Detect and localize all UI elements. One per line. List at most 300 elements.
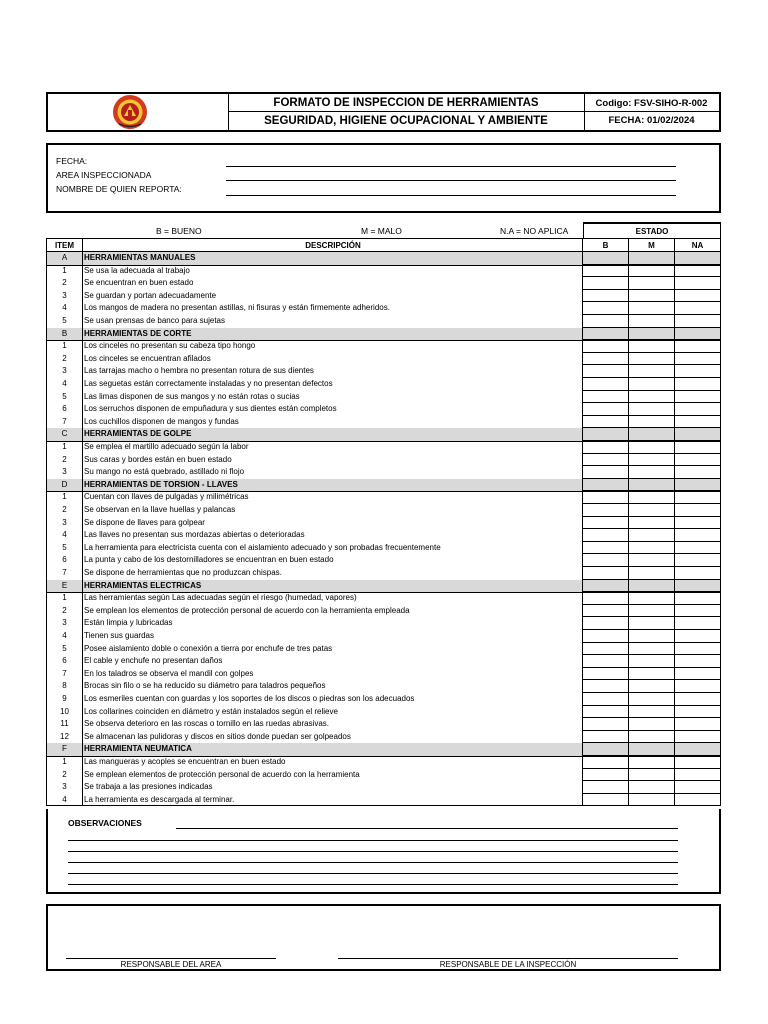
item-cell: 6 — [46, 655, 83, 668]
item-cell: 2 — [46, 353, 83, 366]
description-cell: HERRAMIENTA NEUMATICA — [83, 743, 583, 756]
description-cell: Las llaves no presentan sus mordazas abiertas o deterioradas — [83, 529, 583, 542]
description-cell: HERRAMIENTAS DE TORSION - LLAVES — [83, 479, 583, 492]
item-cell: 8 — [46, 680, 83, 693]
check-cell-m[interactable] — [629, 315, 675, 328]
check-cell-b[interactable] — [583, 769, 629, 782]
description-cell: Brocas sin filo o se ha reducido su diámetro para taladros pequeños — [83, 680, 583, 693]
section-row — [46, 252, 721, 266]
item-cell: 10 — [46, 706, 83, 719]
signature-line-inspeccion[interactable] — [338, 958, 678, 959]
check-cell-m[interactable] — [629, 378, 675, 391]
table-row — [46, 403, 721, 417]
description-cell: Las limas disponen de sus mangos y no están rotas o sucias — [83, 391, 583, 404]
description-cell: Los cinceles se encuentran afilados — [83, 353, 583, 366]
table-row — [46, 265, 721, 279]
check-cell-na[interactable] — [675, 554, 721, 567]
check-cell-b[interactable] — [583, 466, 629, 479]
estado-row — [46, 222, 721, 238]
item-cell: 6 — [46, 403, 83, 416]
item-cell: 1 — [46, 340, 83, 353]
m-header: M — [629, 238, 675, 252]
legend-na: N.A = NO APLICA — [500, 226, 569, 236]
check-cell-m[interactable] — [629, 517, 675, 530]
description-cell: HERRAMIENTAS DE CORTE — [83, 328, 583, 341]
check-cell-b[interactable] — [583, 731, 629, 744]
item-cell: F — [46, 743, 83, 756]
check-cell-b[interactable] — [583, 668, 629, 681]
check-cell-na[interactable] — [675, 340, 721, 353]
check-cell-b[interactable] — [583, 277, 629, 290]
check-cell-b[interactable] — [583, 328, 629, 341]
item-cell: 2 — [46, 769, 83, 782]
table-row — [46, 454, 721, 468]
description-cell: Se usan prensas de banco para sujetas — [83, 315, 583, 328]
description-cell: Los mangos de madera no presentan astillas, ni fisuras y están firmemente adheridos. — [83, 302, 583, 315]
check-cell-na[interactable] — [675, 731, 721, 744]
check-cell-b[interactable] — [583, 630, 629, 643]
description-cell: En los taladros se observa el mandil con golpes — [83, 668, 583, 681]
item-cell: 3 — [46, 617, 83, 630]
check-cell-na[interactable] — [675, 416, 721, 429]
item-cell: 5 — [46, 315, 83, 328]
fecha-label: FECHA: — [56, 156, 88, 166]
check-cell-b[interactable] — [583, 403, 629, 416]
table-row — [46, 277, 721, 291]
document-header — [46, 92, 721, 132]
table-row — [46, 794, 721, 808]
description-cell: Se dispone de herramientas que no produzcan chispas. — [83, 567, 583, 580]
check-cell-m[interactable] — [629, 630, 675, 643]
check-cell-na[interactable] — [675, 567, 721, 580]
check-cell-m[interactable] — [629, 340, 675, 353]
check-cell-b[interactable] — [583, 441, 629, 454]
table-row — [46, 517, 721, 531]
table-row — [46, 391, 721, 405]
check-cell-m[interactable] — [629, 302, 675, 315]
check-cell-m[interactable] — [629, 479, 675, 492]
item-cell: 3 — [46, 517, 83, 530]
check-cell-na[interactable] — [675, 580, 721, 593]
check-cell-b[interactable] — [583, 378, 629, 391]
check-cell-na[interactable] — [675, 277, 721, 290]
description-cell: Posee aislamiento doble o conexión a tierra por enchufe de tres patas — [83, 643, 583, 656]
item-cell: 1 — [46, 265, 83, 278]
table-row — [46, 643, 721, 657]
description-cell: La punta y cabo de los destornilladores se encuentran en buen estado — [83, 554, 583, 567]
check-cell-na[interactable] — [675, 706, 721, 719]
item-cell: 2 — [46, 504, 83, 517]
check-cell-na[interactable] — [675, 743, 721, 756]
check-cell-na[interactable] — [675, 403, 721, 416]
item-cell: 11 — [46, 718, 83, 731]
table-row — [46, 504, 721, 518]
logo-cell — [48, 94, 229, 130]
description-cell: La herramienta es descargada al terminar. — [83, 794, 583, 807]
check-cell-b[interactable] — [583, 479, 629, 492]
item-cell: 3 — [46, 365, 83, 378]
item-cell: 3 — [46, 466, 83, 479]
table-row — [46, 781, 721, 795]
check-cell-b[interactable] — [583, 265, 629, 278]
description-cell: Se dispone de llaves para golpear — [83, 517, 583, 530]
check-cell-na[interactable] — [675, 441, 721, 454]
table-row — [46, 756, 721, 770]
table-row — [46, 441, 721, 455]
description-cell: Los esmeriles cuentan con guardas y los soportes de los discos o piedras son los adecuados — [83, 693, 583, 706]
description-cell: Se trabaja a las presiones indicadas — [83, 781, 583, 794]
section-row — [46, 328, 721, 342]
check-cell-m[interactable] — [629, 454, 675, 467]
check-cell-b[interactable] — [583, 391, 629, 404]
check-cell-b[interactable] — [583, 290, 629, 303]
na-header: NA — [675, 238, 721, 252]
check-cell-b[interactable] — [583, 781, 629, 794]
table-row — [46, 315, 721, 329]
check-cell-m[interactable] — [629, 365, 675, 378]
document-code: Codigo: FSV-SIHO-R-002 — [584, 94, 719, 112]
description-cell: HERRAMIENTAS MANUALES — [83, 252, 583, 265]
check-cell-b[interactable] — [583, 542, 629, 555]
check-cell-b[interactable] — [583, 643, 629, 656]
item-cell: 5 — [46, 542, 83, 555]
check-cell-na[interactable] — [675, 252, 721, 265]
check-cell-na[interactable] — [675, 466, 721, 479]
check-cell-m[interactable] — [629, 328, 675, 341]
check-cell-na[interactable] — [675, 302, 721, 315]
check-cell-b[interactable] — [583, 580, 629, 593]
table-row — [46, 378, 721, 392]
table-row — [46, 340, 721, 354]
check-cell-b[interactable] — [583, 504, 629, 517]
description-header: DESCRIPCIÓN — [83, 238, 583, 252]
check-cell-m[interactable] — [629, 769, 675, 782]
description-cell: El cable y enchufe no presentan daños — [83, 655, 583, 668]
table-row — [46, 680, 721, 694]
table-row — [46, 668, 721, 682]
b-header: B — [583, 238, 629, 252]
table-row — [46, 466, 721, 480]
item-cell: 3 — [46, 290, 83, 303]
check-cell-na[interactable] — [675, 529, 721, 542]
description-cell: Las mangueras y acoples se encuentran en buen estado — [83, 756, 583, 769]
check-cell-b[interactable] — [583, 340, 629, 353]
check-cell-na[interactable] — [675, 781, 721, 794]
check-cell-b[interactable] — [583, 353, 629, 366]
item-cell: 1 — [46, 592, 83, 605]
item-cell: 5 — [46, 643, 83, 656]
check-cell-m[interactable] — [629, 706, 675, 719]
description-cell: Se usa la adecuada al trabajo — [83, 265, 583, 278]
section-row — [46, 743, 721, 757]
company-logo — [110, 94, 150, 130]
check-cell-na[interactable] — [675, 353, 721, 366]
check-cell-na[interactable] — [675, 605, 721, 618]
item-cell: 4 — [46, 302, 83, 315]
description-cell: Sus caras y bordes están en buen estado — [83, 454, 583, 467]
check-cell-m[interactable] — [629, 718, 675, 731]
item-cell: A — [46, 252, 83, 265]
check-cell-b[interactable] — [583, 706, 629, 719]
check-cell-m[interactable] — [629, 731, 675, 744]
item-cell: 7 — [46, 668, 83, 681]
check-cell-m[interactable] — [629, 580, 675, 593]
item-cell: 7 — [46, 416, 83, 429]
check-cell-b[interactable] — [583, 567, 629, 580]
check-cell-m[interactable] — [629, 428, 675, 441]
check-cell-na[interactable] — [675, 479, 721, 492]
check-cell-b[interactable] — [583, 416, 629, 429]
document-title: FORMATO DE INSPECCION DE HERRAMIENTAS — [228, 94, 584, 112]
check-cell-na[interactable] — [675, 517, 721, 530]
check-cell-na[interactable] — [675, 391, 721, 404]
item-cell: 4 — [46, 378, 83, 391]
check-cell-b[interactable] — [583, 302, 629, 315]
check-cell-m[interactable] — [629, 403, 675, 416]
check-cell-m[interactable] — [629, 643, 675, 656]
check-cell-b[interactable] — [583, 743, 629, 756]
table-row — [46, 718, 721, 732]
code-cell — [584, 94, 719, 130]
observaciones-section — [46, 809, 721, 894]
observaciones-line[interactable] — [68, 862, 678, 863]
signature-label-area: RESPONSABLE DEL AREA — [120, 960, 222, 969]
check-cell-b[interactable] — [583, 491, 629, 504]
description-cell: Se emplean los elementos de protección personal de acuerdo con la herramienta empleada — [83, 605, 583, 618]
observaciones-label: OBSERVACIONES — [68, 818, 142, 828]
area-field[interactable] — [226, 180, 676, 181]
check-cell-m[interactable] — [629, 529, 675, 542]
check-cell-na[interactable] — [675, 491, 721, 504]
check-cell-b[interactable] — [583, 428, 629, 441]
area-label: AREA INSPECCIONADA — [56, 170, 152, 180]
estado-header: ESTADO — [583, 222, 721, 238]
signatures-section — [46, 904, 721, 971]
observaciones-line[interactable] — [68, 873, 678, 874]
check-cell-na[interactable] — [675, 794, 721, 807]
description-cell: Están limpia y lubricadas — [83, 617, 583, 630]
check-cell-na[interactable] — [675, 542, 721, 555]
table-row — [46, 542, 721, 556]
description-cell: Los serruchos disponen de empuñadura y sus dientes están completos — [83, 403, 583, 416]
item-cell: 1 — [46, 756, 83, 769]
item-cell: 1 — [46, 491, 83, 504]
description-cell: Cuentan con llaves de pulgadas y milimétricas — [83, 491, 583, 504]
item-cell: 7 — [46, 567, 83, 580]
item-cell: 2 — [46, 277, 83, 290]
check-cell-m[interactable] — [629, 252, 675, 265]
item-cell: C — [46, 428, 83, 441]
check-cell-na[interactable] — [675, 769, 721, 782]
check-cell-b[interactable] — [583, 454, 629, 467]
table-row — [46, 290, 721, 304]
check-cell-na[interactable] — [675, 643, 721, 656]
description-cell: Su mango no está quebrado, astillado ni flojo — [83, 466, 583, 479]
check-cell-na[interactable] — [675, 328, 721, 341]
item-cell: 4 — [46, 630, 83, 643]
check-cell-na[interactable] — [675, 693, 721, 706]
document-date: FECHA: 01/02/2024 — [608, 115, 695, 126]
table-row — [46, 416, 721, 430]
table-row — [46, 592, 721, 606]
check-cell-m[interactable] — [629, 567, 675, 580]
item-header: ITEM — [46, 238, 83, 252]
check-cell-na[interactable] — [675, 428, 721, 441]
description-cell: Los cuchillos disponen de mangos y fundas — [83, 416, 583, 429]
check-cell-m[interactable] — [629, 391, 675, 404]
check-cell-b[interactable] — [583, 680, 629, 693]
check-cell-m[interactable] — [629, 491, 675, 504]
table-row — [46, 365, 721, 379]
observaciones-line[interactable] — [68, 884, 678, 885]
check-cell-na[interactable] — [675, 290, 721, 303]
table-row — [46, 693, 721, 707]
table-row — [46, 655, 721, 669]
description-cell: Los collarines coinciden en diámetro y están instalados según el relieve — [83, 706, 583, 719]
check-cell-m[interactable] — [629, 466, 675, 479]
check-cell-na[interactable] — [675, 504, 721, 517]
check-cell-b[interactable] — [583, 693, 629, 706]
check-cell-na[interactable] — [675, 655, 721, 668]
title-cell — [228, 94, 585, 130]
check-cell-na[interactable] — [675, 617, 721, 630]
section-row — [46, 479, 721, 493]
item-cell: E — [46, 580, 83, 593]
table-row — [46, 731, 721, 745]
observaciones-line[interactable] — [176, 828, 678, 829]
check-cell-b[interactable] — [583, 617, 629, 630]
item-cell: 4 — [46, 794, 83, 807]
item-cell: 9 — [46, 693, 83, 706]
check-cell-m[interactable] — [629, 277, 675, 290]
section-row — [46, 580, 721, 594]
observaciones-line[interactable] — [68, 851, 678, 852]
table-row — [46, 554, 721, 568]
signature-line-area[interactable] — [66, 958, 276, 959]
check-cell-m[interactable] — [629, 680, 675, 693]
check-cell-m[interactable] — [629, 554, 675, 567]
table-row — [46, 617, 721, 631]
description-cell: Los cinceles no presentan su cabeza tipo hongo — [83, 340, 583, 353]
description-cell: Se encuentran en buen estado — [83, 277, 583, 290]
check-cell-na[interactable] — [675, 365, 721, 378]
document-subtitle: SEGURIDAD, HIGIENE OCUPACIONAL Y AMBIENTE — [264, 115, 548, 127]
description-cell: Se observa deterioro en las roscas o tornillo en las ruedas abrasivas. — [83, 718, 583, 731]
table-row — [46, 529, 721, 543]
check-cell-m[interactable] — [629, 794, 675, 807]
check-cell-m[interactable] — [629, 756, 675, 769]
check-cell-na[interactable] — [675, 265, 721, 278]
table-row — [46, 567, 721, 581]
observaciones-line[interactable] — [68, 840, 678, 841]
description-cell: Las seguetas están correctamente instaladas y no presentan defectos — [83, 378, 583, 391]
check-cell-m[interactable] — [629, 542, 675, 555]
description-cell: HERRAMIENTAS ELECTRICAS — [83, 580, 583, 593]
check-cell-na[interactable] — [675, 630, 721, 643]
reporter-label: NOMBRE DE QUIEN REPORTA: — [56, 184, 182, 194]
description-cell: Se observan en la llave huellas y palancas — [83, 504, 583, 517]
check-cell-m[interactable] — [629, 655, 675, 668]
check-cell-m[interactable] — [629, 353, 675, 366]
signature-label-inspeccion: RESPONSABLE DE LA INSPECCIÓN — [439, 960, 577, 969]
legend-bueno: B = BUENO — [156, 226, 202, 236]
table-row — [46, 353, 721, 367]
table-row — [46, 706, 721, 720]
description-cell: La herramienta para electricista cuenta con el aislamiento adecuado y son probadas frecuentemente — [83, 542, 583, 555]
description-cell: Las herramientas según Las adecuadas según el riesgo (humedad, vapores) — [83, 592, 583, 605]
fecha-field[interactable] — [226, 166, 676, 167]
check-cell-b[interactable] — [583, 529, 629, 542]
check-cell-m[interactable] — [629, 617, 675, 630]
check-cell-m[interactable] — [629, 781, 675, 794]
description-cell: Se emplea el martillo adecuado según la labor — [83, 441, 583, 454]
check-cell-m[interactable] — [629, 441, 675, 454]
check-cell-b[interactable] — [583, 756, 629, 769]
check-cell-m[interactable] — [629, 265, 675, 278]
check-cell-b[interactable] — [583, 605, 629, 618]
check-cell-na[interactable] — [675, 668, 721, 681]
check-cell-na[interactable] — [675, 315, 721, 328]
check-cell-b[interactable] — [583, 365, 629, 378]
item-cell: 6 — [46, 554, 83, 567]
item-cell: D — [46, 479, 83, 492]
check-cell-b[interactable] — [583, 517, 629, 530]
item-cell: 1 — [46, 441, 83, 454]
check-cell-m[interactable] — [629, 416, 675, 429]
item-cell: 12 — [46, 731, 83, 744]
info-section — [46, 143, 721, 213]
section-row — [46, 428, 721, 442]
check-cell-m[interactable] — [629, 668, 675, 681]
table-row — [46, 491, 721, 505]
column-header-row — [46, 238, 721, 252]
table-row — [46, 605, 721, 619]
check-cell-b[interactable] — [583, 315, 629, 328]
check-cell-m[interactable] — [629, 290, 675, 303]
description-cell: HERRAMIENTAS DE GOLPE — [83, 428, 583, 441]
check-cell-m[interactable] — [629, 605, 675, 618]
check-cell-b[interactable] — [583, 655, 629, 668]
table-row — [46, 302, 721, 316]
check-cell-na[interactable] — [675, 718, 721, 731]
check-cell-b[interactable] — [583, 554, 629, 567]
check-cell-m[interactable] — [629, 743, 675, 756]
check-cell-m[interactable] — [629, 592, 675, 605]
reporter-field[interactable] — [226, 195, 676, 196]
legend-malo: M = MALO — [361, 226, 402, 236]
check-cell-na[interactable] — [675, 454, 721, 467]
check-cell-na[interactable] — [675, 756, 721, 769]
check-cell-b[interactable] — [583, 592, 629, 605]
check-cell-m[interactable] — [629, 504, 675, 517]
check-cell-na[interactable] — [675, 592, 721, 605]
item-cell: 2 — [46, 454, 83, 467]
description-cell: Las tarrajas macho o hembra no presentan rotura de sus dientes — [83, 365, 583, 378]
check-cell-b[interactable] — [583, 718, 629, 731]
item-cell: 5 — [46, 391, 83, 404]
item-cell: B — [46, 328, 83, 341]
check-cell-na[interactable] — [675, 680, 721, 693]
check-cell-b[interactable] — [583, 794, 629, 807]
check-cell-m[interactable] — [629, 693, 675, 706]
item-cell: 2 — [46, 605, 83, 618]
table-row — [46, 630, 721, 644]
item-cell: 3 — [46, 781, 83, 794]
item-cell: 4 — [46, 529, 83, 542]
check-cell-b[interactable] — [583, 252, 629, 265]
check-cell-na[interactable] — [675, 378, 721, 391]
description-cell: Se guardan y portan adecuadamente — [83, 290, 583, 303]
